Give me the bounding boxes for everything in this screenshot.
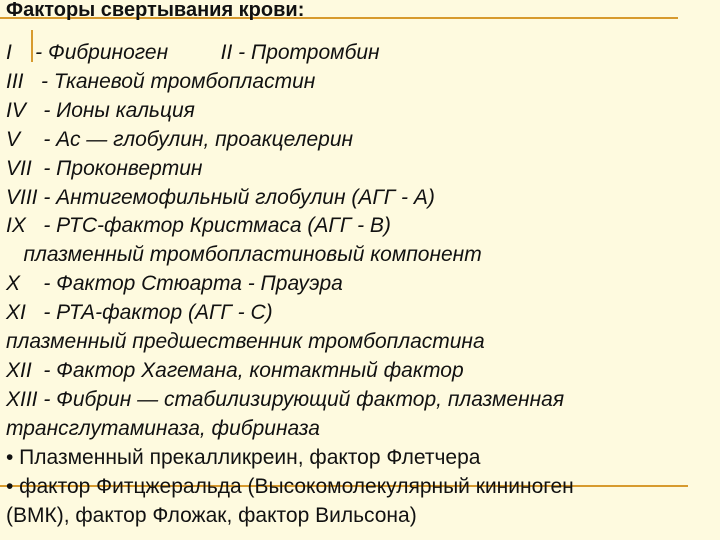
factor-line-10: X - Фактор Стюарта - Прауэра [6, 272, 343, 295]
factor-line-8: VIII - Антигемофильный глобулин (АГГ - А) [6, 186, 435, 209]
factor-line-11: XI - РТА-фактор (АГГ - С) [6, 301, 273, 324]
page-title: Факторы свертывания крови: [6, 0, 305, 21]
factor-line-13-continued: трансглутаминаза, фибриназа [6, 417, 320, 440]
factor-line-5: V - Ас — глобулин, проакцелерин [6, 128, 354, 151]
bullet-item-fitzgerald-continued: (ВМК), фактор Фложак, фактор Вильсона) [6, 504, 417, 527]
factor-line-4: IV - Ионы кальция [6, 99, 195, 122]
factor-line-12: XII - Фактор Хагемана, контактный фактор [6, 359, 464, 382]
bullet-item-fitzgerald: • фактор Фитцжеральда (Высокомолекулярный кининоген [6, 475, 574, 498]
factor-line-9-continued: плазменный тромбопластиновый компонент [6, 243, 482, 266]
bullet-item-fletcher: • Плазменный прекалликреин, фактор Флетчера [6, 446, 481, 469]
factor-line-3: III - Тканевой тромбопластин [6, 70, 316, 93]
factor-line-13: XIII - Фибрин — стабилизирующий фактор, плазменная [6, 388, 565, 411]
factor-line-7: VII - Проконвертин [6, 157, 203, 180]
factor-line-1: I - Фибриноген II - Протромбин [6, 41, 380, 64]
factor-line-11-continued: плазменный предшественник тромбопластина [6, 330, 485, 353]
factor-line-9: IX - РТС-фактор Кристмаса (АГГ - В) [6, 214, 391, 237]
